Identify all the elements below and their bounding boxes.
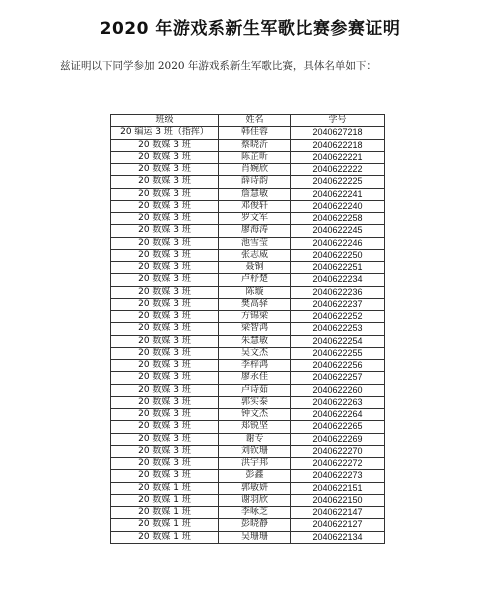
cell-name: 吴珊珊: [219, 531, 291, 543]
cell-student-id: 2040622254: [291, 335, 385, 347]
cell-student-id: 2040622257: [291, 372, 385, 384]
header-class: 班级: [111, 115, 219, 127]
cell-student-id: 2040622260: [291, 384, 385, 396]
cell-class: 20 数媒 3 班: [111, 445, 219, 457]
cell-class: 20 编运 3 班（指挥）: [111, 127, 219, 139]
cell-name: 卢杼楚: [219, 274, 291, 286]
table-row: [111, 507, 385, 519]
table-row: [111, 482, 385, 494]
cell-student-id: 2040622147: [291, 507, 385, 519]
cell-name: 刘钦珊: [219, 445, 291, 457]
cell-student-id: 2040622127: [291, 519, 385, 531]
cell-name: 彭鑫: [219, 470, 291, 482]
table-row: [111, 311, 385, 323]
table-row: [111, 409, 385, 421]
table-row: [111, 176, 385, 188]
cell-class: 20 数媒 1 班: [111, 482, 219, 494]
cell-name: 郑锐坚: [219, 421, 291, 433]
cell-student-id: 2040622241: [291, 188, 385, 200]
cell-name: 钟文杰: [219, 409, 291, 421]
cell-class: 20 数媒 3 班: [111, 458, 219, 470]
cell-class: 20 数媒 3 班: [111, 225, 219, 237]
cell-class: 20 数媒 3 班: [111, 164, 219, 176]
cell-student-id: 2040622234: [291, 274, 385, 286]
cell-name: 廖永佳: [219, 372, 291, 384]
table-row: [111, 188, 385, 200]
cell-class: 20 数媒 3 班: [111, 176, 219, 188]
cell-student-id: 2040622151: [291, 482, 385, 494]
cell-class: 20 数媒 1 班: [111, 494, 219, 506]
cell-student-id: 2040622253: [291, 323, 385, 335]
cell-class: 20 数媒 3 班: [111, 298, 219, 310]
cell-student-id: 2040622250: [291, 249, 385, 261]
cell-name: 彭晓静: [219, 519, 291, 531]
cell-class: 20 数媒 3 班: [111, 433, 219, 445]
cell-class: 20 数媒 3 班: [111, 384, 219, 396]
table-row: [111, 151, 385, 163]
cell-student-id: 2040622258: [291, 213, 385, 225]
cell-name: 李梓鸿: [219, 360, 291, 372]
cell-name: 聂铜: [219, 262, 291, 274]
cell-student-id: 2040622273: [291, 470, 385, 482]
table-row: [111, 213, 385, 225]
cell-name: 陈芷昕: [219, 151, 291, 163]
table-row: [111, 164, 385, 176]
cell-class: 20 数媒 3 班: [111, 151, 219, 163]
table-row: [111, 360, 385, 372]
cell-class: 20 数媒 3 班: [111, 470, 219, 482]
cell-name: 朱慧敏: [219, 335, 291, 347]
cell-student-id: 2040622256: [291, 360, 385, 372]
header-name: 姓名: [219, 115, 291, 127]
cell-student-id: 2040622252: [291, 311, 385, 323]
table-row: [111, 445, 385, 457]
cell-class: 20 数媒 3 班: [111, 421, 219, 433]
cell-name: 梁智鸿: [219, 323, 291, 335]
cell-class: 20 数媒 3 班: [111, 237, 219, 249]
table-row: [111, 237, 385, 249]
cell-student-id: 2040622264: [291, 409, 385, 421]
cell-name: 谢专: [219, 433, 291, 445]
cell-class: 20 数媒 3 班: [111, 200, 219, 212]
cell-name: 薛诗韵: [219, 176, 291, 188]
cell-name: 郭实泰: [219, 396, 291, 408]
cell-name: 卢诗茹: [219, 384, 291, 396]
cell-name: 肖婉欣: [219, 164, 291, 176]
table-row: [111, 298, 385, 310]
table-row: [111, 347, 385, 359]
table-row: [111, 372, 385, 384]
cell-class: 20 数媒 3 班: [111, 311, 219, 323]
cell-class: 20 数媒 3 班: [111, 213, 219, 225]
cell-class: 20 数媒 3 班: [111, 286, 219, 298]
header-student-id: 学号: [291, 115, 385, 127]
cell-student-id: 2040622251: [291, 262, 385, 274]
cell-class: 20 数媒 1 班: [111, 531, 219, 543]
cell-student-id: 2040622150: [291, 494, 385, 506]
cell-student-id: 2040622255: [291, 347, 385, 359]
cell-name: 詹慧敏: [219, 188, 291, 200]
table-row: [111, 127, 385, 139]
table-row: [111, 200, 385, 212]
cell-student-id: 2040627218: [291, 127, 385, 139]
table-row: [111, 396, 385, 408]
table-row: [111, 519, 385, 531]
cell-student-id: 2040622240: [291, 200, 385, 212]
table-row: [111, 531, 385, 543]
cell-class: 20 数媒 3 班: [111, 409, 219, 421]
cell-name: 李咏芝: [219, 507, 291, 519]
cell-name: 郭敏妍: [219, 482, 291, 494]
table-row: [111, 225, 385, 237]
cell-name: 张志威: [219, 249, 291, 261]
cell-name: 谢羽欣: [219, 494, 291, 506]
cell-name: 吴文杰: [219, 347, 291, 359]
cell-class: 20 数媒 3 班: [111, 274, 219, 286]
cell-class: 20 数媒 3 班: [111, 396, 219, 408]
table-row: [111, 470, 385, 482]
cell-student-id: 2040622237: [291, 298, 385, 310]
cell-class: 20 数媒 3 班: [111, 372, 219, 384]
table-row: [111, 421, 385, 433]
table-row: [111, 335, 385, 347]
table-row: [111, 384, 385, 396]
cell-class: 20 数媒 3 班: [111, 347, 219, 359]
table-row: [111, 249, 385, 261]
cell-class: 20 数媒 3 班: [111, 188, 219, 200]
cell-name: 池雪莹: [219, 237, 291, 249]
cell-name: 罗文军: [219, 213, 291, 225]
table-row: [111, 262, 385, 274]
cell-student-id: 2040622263: [291, 396, 385, 408]
table-row: [111, 274, 385, 286]
cell-name: 樊高驿: [219, 298, 291, 310]
table-body: [111, 127, 385, 544]
table-header-row: [111, 115, 385, 127]
cell-name: 廖海涛: [219, 225, 291, 237]
cell-name: 方锦梁: [219, 311, 291, 323]
cell-name: 洪宇邦: [219, 458, 291, 470]
table-row: [111, 433, 385, 445]
table-row: [111, 286, 385, 298]
cell-class: 20 数媒 3 班: [111, 249, 219, 261]
cell-student-id: 2040622270: [291, 445, 385, 457]
cell-class: 20 数媒 3 班: [111, 139, 219, 151]
table-row: [111, 323, 385, 335]
cell-student-id: 2040622134: [291, 531, 385, 543]
cell-student-id: 2040622218: [291, 139, 385, 151]
cell-class: 20 数媒 3 班: [111, 360, 219, 372]
participant-table: [110, 114, 385, 544]
cell-student-id: 2040622245: [291, 225, 385, 237]
cell-class: 20 数媒 3 班: [111, 335, 219, 347]
cell-name: 邓俊轩: [219, 200, 291, 212]
table-row: [111, 458, 385, 470]
cell-student-id: 2040622225: [291, 176, 385, 188]
intro-paragraph: 兹证明以下同学参加 2020 年游戏系新生军歌比赛，具体名单如下：: [60, 60, 377, 72]
cell-class: 20 数媒 1 班: [111, 507, 219, 519]
document-title: 2020 年游戏系新生军歌比赛参赛证明: [99, 19, 401, 39]
cell-class: 20 数媒 3 班: [111, 323, 219, 335]
cell-student-id: 2040622221: [291, 151, 385, 163]
cell-student-id: 2040622236: [291, 286, 385, 298]
cell-student-id: 2040622222: [291, 164, 385, 176]
cell-name: 蔡晓沂: [219, 139, 291, 151]
table-row: [111, 139, 385, 151]
cell-student-id: 2040622246: [291, 237, 385, 249]
cell-name: 陈璇: [219, 286, 291, 298]
cell-student-id: 2040622272: [291, 458, 385, 470]
cell-student-id: 2040622265: [291, 421, 385, 433]
table-row: [111, 494, 385, 506]
cell-student-id: 2040622269: [291, 433, 385, 445]
cell-class: 20 数媒 1 班: [111, 519, 219, 531]
cell-name: 韩佳蓉: [219, 127, 291, 139]
cell-class: 20 数媒 3 班: [111, 262, 219, 274]
